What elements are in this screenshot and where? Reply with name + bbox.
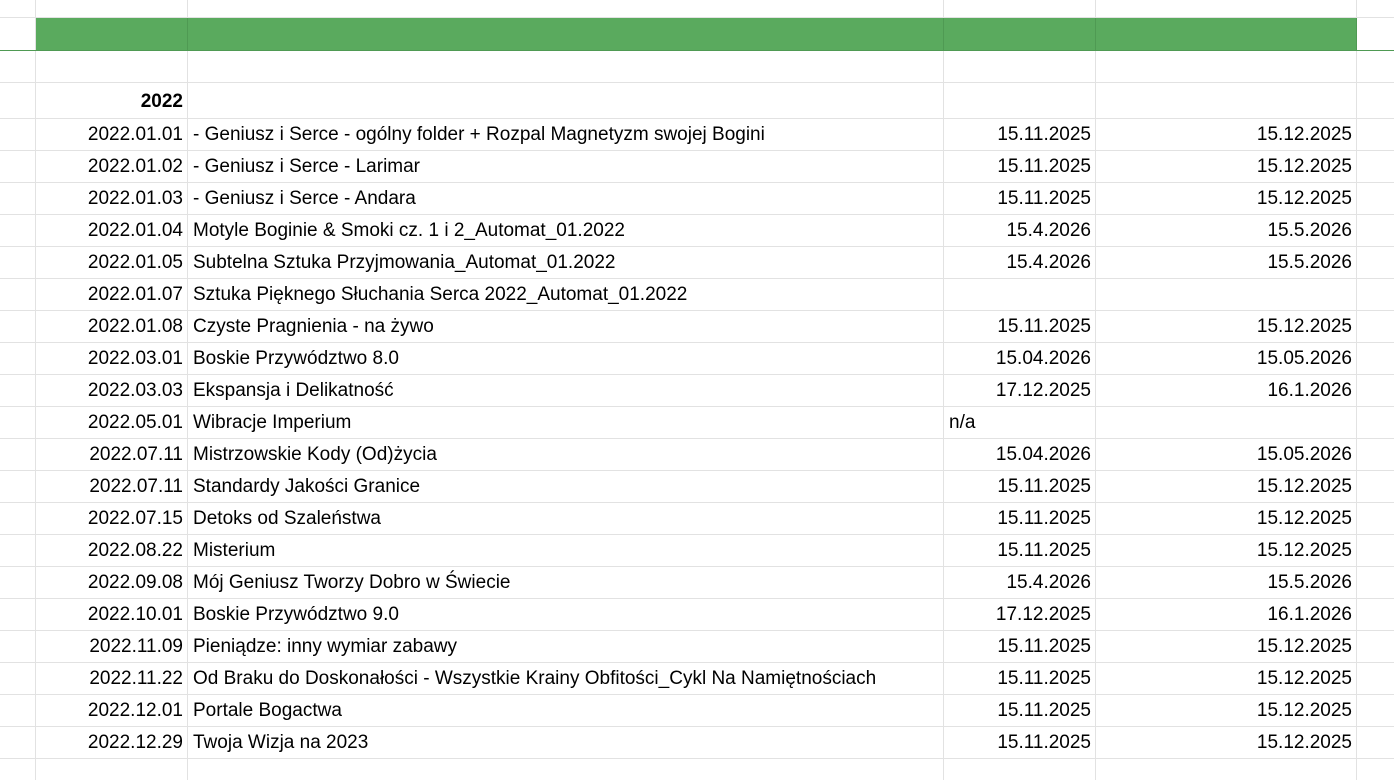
end-date-cell[interactable] (1096, 279, 1357, 310)
row-header-cell[interactable] (0, 215, 36, 246)
end-date-cell[interactable]: 15.12.2025 (1096, 471, 1357, 502)
start-date-cell[interactable]: 15.11.2025 (944, 663, 1096, 694)
cell[interactable] (944, 759, 1096, 780)
table-row (0, 535, 1394, 567)
table-row (0, 727, 1394, 759)
cell[interactable] (0, 759, 36, 780)
end-date-cell[interactable]: 15.5.2026 (1096, 567, 1357, 598)
row-header-cell[interactable] (0, 695, 36, 726)
cell[interactable] (1357, 311, 1394, 342)
year-heading-cell[interactable]: 2022 (36, 83, 188, 118)
start-date-cell[interactable]: 15.4.2026 (944, 215, 1096, 246)
table-row (0, 695, 1394, 727)
end-date-cell[interactable]: 15.12.2025 (1096, 663, 1357, 694)
table-row (0, 599, 1394, 631)
title-cell[interactable]: Od Braku do Doskonałości - Wszystkie Krainy Obfitości_Cykl Na Namiętnościach (188, 663, 944, 694)
green-header-band (0, 18, 1394, 51)
date-cell[interactable]: 2022.01.01 (36, 119, 188, 150)
row-header-cell[interactable] (0, 535, 36, 566)
row-header-cell[interactable] (0, 503, 36, 534)
cell[interactable] (1357, 759, 1394, 780)
row-header-cell[interactable] (0, 183, 36, 214)
end-date-cell[interactable]: 15.12.2025 (1096, 151, 1357, 182)
table-row (0, 567, 1394, 599)
title-cell[interactable]: - Geniusz i Serce - Andara (188, 183, 944, 214)
row-header-cell[interactable] (0, 407, 36, 438)
date-cell[interactable]: 2022.03.03 (36, 375, 188, 406)
title-cell[interactable]: Misterium (188, 535, 944, 566)
title-cell[interactable]: Mistrzowskie Kody (Od)życia (188, 439, 944, 470)
end-date-cell[interactable]: 15.12.2025 (1096, 119, 1357, 150)
cell[interactable] (1357, 83, 1394, 118)
cell[interactable] (944, 0, 1096, 17)
title-cell[interactable]: - Geniusz i Serce - ogólny folder + Rozpal Magnetyzm swojej Bogini (188, 119, 944, 150)
title-cell[interactable]: Sztuka Pięknego Słuchania Serca 2022_Automat_01.2022 (188, 279, 944, 310)
row-header-cell[interactable] (0, 119, 36, 150)
row-header-cell[interactable] (0, 151, 36, 182)
cell[interactable] (1357, 18, 1394, 50)
sheet-row-empty (0, 759, 1394, 780)
sheet-row-empty (0, 0, 1394, 18)
start-date-cell[interactable]: 15.11.2025 (944, 631, 1096, 662)
table-row (0, 439, 1394, 471)
date-cell[interactable]: 2022.01.05 (36, 247, 188, 278)
year-heading-row (0, 83, 1394, 119)
cell[interactable] (0, 51, 36, 82)
date-cell[interactable]: 2022.05.01 (36, 407, 188, 438)
table-row (0, 183, 1394, 215)
cell[interactable] (1357, 407, 1394, 438)
title-cell[interactable]: - Geniusz i Serce - Larimar (188, 151, 944, 182)
title-cell[interactable]: Czyste Pragnienia - na żywo (188, 311, 944, 342)
row-header-cell[interactable] (0, 375, 36, 406)
cell[interactable] (1357, 51, 1394, 82)
cell[interactable] (1357, 471, 1394, 502)
table-row (0, 215, 1394, 247)
date-cell[interactable]: 2022.10.01 (36, 599, 188, 630)
table-row (0, 247, 1394, 279)
title-cell[interactable]: Boskie Przywództwo 8.0 (188, 343, 944, 374)
cell[interactable] (1357, 567, 1394, 598)
end-date-cell[interactable]: 15.5.2026 (1096, 215, 1357, 246)
cell[interactable] (1357, 599, 1394, 630)
row-header-cell[interactable] (0, 279, 36, 310)
row-header-cell[interactable] (0, 631, 36, 662)
end-date-cell[interactable]: 16.1.2026 (1096, 375, 1357, 406)
date-cell[interactable]: 2022.01.03 (36, 183, 188, 214)
title-cell[interactable]: Motyle Boginie & Smoki cz. 1 i 2_Automat_01.2022 (188, 215, 944, 246)
date-cell[interactable]: 2022.01.02 (36, 151, 188, 182)
table-row (0, 343, 1394, 375)
date-cell[interactable]: 2022.01.04 (36, 215, 188, 246)
cell[interactable] (1357, 215, 1394, 246)
table-row (0, 407, 1394, 439)
date-cell[interactable]: 2022.07.15 (36, 503, 188, 534)
table-row (0, 471, 1394, 503)
start-date-cell[interactable]: 15.11.2025 (944, 119, 1096, 150)
start-date-cell[interactable]: 15.11.2025 (944, 503, 1096, 534)
title-cell[interactable]: Ekspansja i Delikatność (188, 375, 944, 406)
cell[interactable] (1357, 343, 1394, 374)
end-date-cell[interactable]: 15.12.2025 (1096, 311, 1357, 342)
cell[interactable] (36, 759, 188, 780)
cell[interactable] (1357, 247, 1394, 278)
start-date-cell[interactable]: 15.04.2026 (944, 343, 1096, 374)
table-row (0, 375, 1394, 407)
row-header-cell[interactable] (0, 311, 36, 342)
cell[interactable] (0, 18, 36, 50)
cell[interactable] (36, 0, 188, 17)
cell[interactable] (1357, 631, 1394, 662)
start-date-cell[interactable]: 15.11.2025 (944, 535, 1096, 566)
cell[interactable] (0, 83, 36, 118)
date-cell[interactable]: 2022.11.09 (36, 631, 188, 662)
cell[interactable] (1357, 279, 1394, 310)
title-cell[interactable]: Portale Bogactwa (188, 695, 944, 726)
cell[interactable] (1096, 83, 1357, 118)
start-date-cell[interactable]: 15.4.2026 (944, 567, 1096, 598)
date-cell[interactable]: 2022.01.08 (36, 311, 188, 342)
row-header-cell[interactable] (0, 663, 36, 694)
start-date-cell[interactable]: 15.4.2026 (944, 247, 1096, 278)
start-date-cell[interactable]: 15.11.2025 (944, 471, 1096, 502)
start-date-cell[interactable] (944, 279, 1096, 310)
table-row (0, 503, 1394, 535)
title-cell[interactable]: Twoja Wizja na 2023 (188, 727, 944, 758)
end-date-cell[interactable]: 15.12.2025 (1096, 727, 1357, 758)
cell[interactable] (1357, 119, 1394, 150)
green-cell[interactable] (188, 18, 944, 50)
end-date-cell[interactable]: 15.12.2025 (1096, 695, 1357, 726)
table-row (0, 119, 1394, 151)
end-date-cell[interactable]: 15.5.2026 (1096, 247, 1357, 278)
start-date-cell[interactable]: 17.12.2025 (944, 375, 1096, 406)
start-date-cell[interactable]: 15.04.2026 (944, 439, 1096, 470)
cell[interactable] (1357, 439, 1394, 470)
sheet-row-empty (0, 51, 1394, 83)
title-cell[interactable]: Pieniądze: inny wymiar zabawy (188, 631, 944, 662)
cell[interactable] (1357, 535, 1394, 566)
cell[interactable] (188, 0, 944, 17)
cell[interactable] (1357, 727, 1394, 758)
start-date-cell[interactable]: n/a (944, 407, 1096, 438)
date-cell[interactable]: 2022.09.08 (36, 567, 188, 598)
cell[interactable] (1357, 151, 1394, 182)
table-row (0, 151, 1394, 183)
start-date-cell[interactable]: 15.11.2025 (944, 695, 1096, 726)
start-date-cell[interactable]: 15.11.2025 (944, 183, 1096, 214)
cell[interactable] (1357, 695, 1394, 726)
cell[interactable] (188, 51, 944, 82)
table-row (0, 631, 1394, 663)
title-cell[interactable]: Standardy Jakości Granice (188, 471, 944, 502)
date-cell[interactable]: 2022.01.07 (36, 279, 188, 310)
end-date-cell[interactable]: 16.1.2026 (1096, 599, 1357, 630)
row-header-cell[interactable] (0, 343, 36, 374)
green-cell[interactable] (1096, 18, 1357, 50)
start-date-cell[interactable]: 15.11.2025 (944, 727, 1096, 758)
end-date-cell[interactable]: 15.05.2026 (1096, 343, 1357, 374)
table-row (0, 279, 1394, 311)
cell[interactable] (188, 83, 944, 118)
end-date-cell[interactable]: 15.12.2025 (1096, 503, 1357, 534)
row-header-cell[interactable] (0, 727, 36, 758)
date-cell[interactable]: 2022.11.22 (36, 663, 188, 694)
date-cell[interactable]: 2022.07.11 (36, 439, 188, 470)
title-cell[interactable]: Mój Geniusz Tworzy Dobro w Świecie (188, 567, 944, 598)
green-cell[interactable] (944, 18, 1096, 50)
green-cell[interactable] (36, 18, 188, 50)
end-date-cell[interactable]: 15.12.2025 (1096, 631, 1357, 662)
row-header-cell[interactable] (0, 567, 36, 598)
cell[interactable] (36, 51, 188, 82)
start-date-cell[interactable]: 17.12.2025 (944, 599, 1096, 630)
row-header-cell[interactable] (0, 439, 36, 470)
title-cell[interactable]: Wibracje Imperium (188, 407, 944, 438)
end-date-cell[interactable]: 15.05.2026 (1096, 439, 1357, 470)
date-cell[interactable]: 2022.07.11 (36, 471, 188, 502)
start-date-cell[interactable]: 15.11.2025 (944, 151, 1096, 182)
title-cell[interactable]: Detoks od Szaleństwa (188, 503, 944, 534)
cell[interactable] (1357, 375, 1394, 406)
end-date-cell[interactable] (1096, 407, 1357, 438)
row-header-cell[interactable] (0, 599, 36, 630)
cell[interactable] (1096, 51, 1357, 82)
date-cell[interactable]: 2022.08.22 (36, 535, 188, 566)
row-header-cell[interactable] (0, 247, 36, 278)
cell[interactable] (1357, 183, 1394, 214)
title-cell[interactable]: Subtelna Sztuka Przyjmowania_Automat_01.2022 (188, 247, 944, 278)
end-date-cell[interactable]: 15.12.2025 (1096, 183, 1357, 214)
row-header-cell[interactable] (0, 471, 36, 502)
cell[interactable] (944, 51, 1096, 82)
cell[interactable] (188, 759, 944, 780)
cell[interactable] (1357, 503, 1394, 534)
cell[interactable] (1096, 759, 1357, 780)
title-cell[interactable]: Boskie Przywództwo 9.0 (188, 599, 944, 630)
table-row (0, 663, 1394, 695)
cell[interactable] (1357, 0, 1394, 17)
date-cell[interactable]: 2022.03.01 (36, 343, 188, 374)
cell[interactable] (944, 83, 1096, 118)
cell[interactable] (1357, 663, 1394, 694)
table-row (0, 311, 1394, 343)
cell[interactable] (1096, 0, 1357, 17)
date-cell[interactable]: 2022.12.29 (36, 727, 188, 758)
end-date-cell[interactable]: 15.12.2025 (1096, 535, 1357, 566)
cell[interactable] (0, 0, 36, 17)
start-date-cell[interactable]: 15.11.2025 (944, 311, 1096, 342)
date-cell[interactable]: 2022.12.01 (36, 695, 188, 726)
